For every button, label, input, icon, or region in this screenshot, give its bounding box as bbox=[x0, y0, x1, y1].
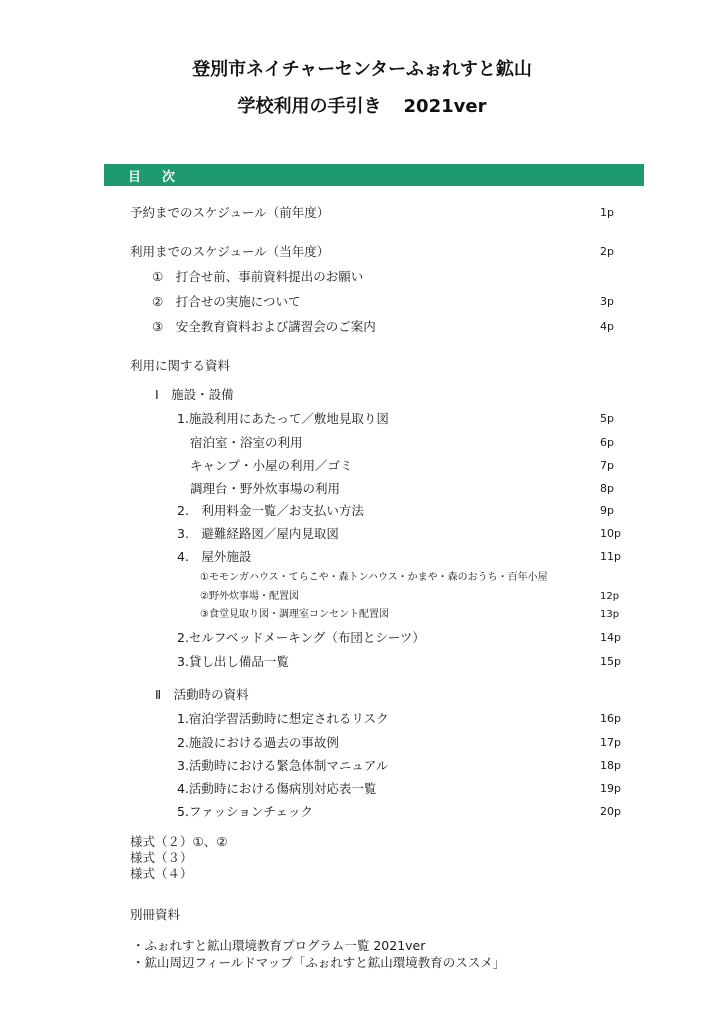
toc-entry bbox=[0, 480, 724, 498]
toc-entry bbox=[0, 548, 724, 566]
toc-entry bbox=[0, 318, 724, 336]
toc-entry bbox=[0, 268, 724, 286]
toc-entry bbox=[0, 588, 724, 606]
toc-entry-page: 11p bbox=[600, 550, 621, 563]
toc-entry-page: 2p bbox=[600, 245, 614, 258]
toc-entry-label: Ⅱ 活動時の資料 bbox=[155, 687, 249, 702]
toc-section-heading bbox=[0, 906, 724, 924]
toc-entry-label: 2.施設における過去の事故例 bbox=[177, 735, 339, 750]
toc-entry-page: 10p bbox=[600, 527, 621, 540]
toc-entry-page: 16p bbox=[600, 712, 621, 725]
toc-entry bbox=[0, 710, 724, 728]
toc-entry-page: 1p bbox=[600, 206, 614, 219]
toc-entry bbox=[0, 780, 724, 798]
toc-entry-page: 6p bbox=[600, 436, 614, 449]
toc-entry-label: 4. 屋外施設 bbox=[177, 549, 252, 564]
toc-entry bbox=[0, 243, 724, 261]
toc-entry-page: 8p bbox=[600, 482, 614, 495]
toc-entry bbox=[0, 569, 724, 587]
toc-entry-page: 4p bbox=[600, 320, 614, 333]
toc-entry-page: 13p bbox=[600, 609, 620, 620]
toc-entry-page: 15p bbox=[600, 655, 621, 668]
toc-entry-label: ①モモンガハウス・てらこや・森トンハウス・かまや・森のおうち・百年小屋 bbox=[200, 572, 548, 583]
toc-entry bbox=[0, 653, 724, 671]
toc-entry-label: 利用に関する資料 bbox=[130, 358, 231, 373]
toc-subsection-heading bbox=[0, 686, 724, 704]
appendix-entry bbox=[0, 954, 724, 972]
toc-entry bbox=[0, 502, 724, 520]
toc-entry-page: 3p bbox=[600, 295, 614, 308]
toc-entry bbox=[0, 803, 724, 821]
toc-entry-page: 17p bbox=[600, 736, 621, 749]
toc-entry-page: 18p bbox=[600, 759, 621, 772]
toc-entry-label: 予約までのスケジュール（前年度） bbox=[130, 205, 330, 220]
toc-entry-label: ・鉱山周辺フィールドマップ「ふぉれすと鉱山環境教育のススメ」 bbox=[132, 955, 506, 970]
toc-entry-label: 3.活動時における緊急体制マニュアル bbox=[177, 758, 389, 773]
toc-entry bbox=[0, 410, 724, 428]
toc-entry bbox=[0, 457, 724, 475]
toc-entry-label: 2.セルフベッドメーキング（布団とシーツ） bbox=[177, 630, 425, 645]
toc-entry-page: 19p bbox=[600, 782, 621, 795]
appendix-entry bbox=[0, 937, 724, 955]
toc-entry-label: 5.ファッションチェック bbox=[177, 804, 314, 819]
toc-entry-label: 1.施設利用にあたって／敷地見取り図 bbox=[177, 411, 389, 426]
toc-entry-page: 7p bbox=[600, 459, 614, 472]
toc-entry-label: 3.貸し出し備品一覧 bbox=[177, 654, 289, 669]
toc-entry-label: ・ふぉれすと鉱山環境教育プログラム一覧 2021ver bbox=[132, 938, 426, 953]
toc-entry bbox=[0, 757, 724, 775]
toc-entry-label: 調理台・野外炊事場の利用 bbox=[190, 481, 341, 496]
toc-entry-label: 3. 避難経路図／屋内見取図 bbox=[177, 526, 339, 541]
toc-entry-label: 別冊資料 bbox=[130, 907, 181, 922]
toc-entry bbox=[0, 629, 724, 647]
toc-entry-label: 4.活動時における傷病別対応表一覧 bbox=[177, 781, 377, 796]
document-title: 登別市ネイチャーセンターふぉれすと鉱山 bbox=[192, 59, 532, 80]
toc-entry-label: 利用までのスケジュール（当年度） bbox=[130, 244, 330, 259]
toc-entry-label: ① 打合せ前、事前資料提出のお願い bbox=[152, 269, 364, 284]
toc-entry-label: ② 打合せの実施について bbox=[152, 294, 301, 309]
toc-entry-label: 宿泊室・浴室の利用 bbox=[190, 435, 303, 450]
toc-entry bbox=[0, 293, 724, 311]
toc-entry-label: 様式（２）①、② bbox=[130, 834, 228, 849]
toc-entry bbox=[0, 734, 724, 752]
toc-subsection-heading bbox=[0, 386, 724, 404]
version-label: 2021ver bbox=[403, 96, 487, 117]
toc-entry-label: キャンプ・小屋の利用／ゴミ bbox=[190, 458, 353, 473]
toc-entry-label: 様式（４） bbox=[130, 866, 193, 881]
subtitle-text: 学校利用の手引き bbox=[237, 96, 382, 117]
toc-entry-label: 様式（３） bbox=[130, 850, 193, 865]
toc-heading-bar bbox=[104, 164, 644, 186]
toc-entry-label: Ⅰ 施設・設備 bbox=[155, 387, 234, 402]
toc-entry-page: 5p bbox=[600, 412, 614, 425]
toc-section-heading bbox=[0, 357, 724, 375]
toc-entry bbox=[0, 204, 724, 222]
toc-entry bbox=[0, 434, 724, 452]
toc-entry-label: 2. 利用料金一覧／お支払い方法 bbox=[177, 503, 364, 518]
toc-entry bbox=[0, 606, 724, 624]
document-subtitle bbox=[0, 92, 724, 118]
toc-entry-label: ③ 安全教育資料および講習会のご案内 bbox=[152, 319, 376, 334]
toc-entry bbox=[0, 525, 724, 543]
toc-entry-label: 1.宿泊学習活動時に想定されるリスク bbox=[177, 711, 389, 726]
toc-entry-label: ②野外炊事場・配置図 bbox=[200, 591, 299, 602]
toc-entry-page: 9p bbox=[600, 504, 614, 517]
toc-heading: 目 次 bbox=[128, 170, 180, 185]
toc-entry-page: 12p bbox=[600, 591, 620, 602]
toc-entry-page: 20p bbox=[600, 805, 621, 818]
toc-entry-label: ③食堂見取り図・調理室コンセント配置図 bbox=[200, 609, 389, 620]
toc-entry-page: 14p bbox=[600, 631, 621, 644]
form-entry bbox=[0, 865, 724, 883]
